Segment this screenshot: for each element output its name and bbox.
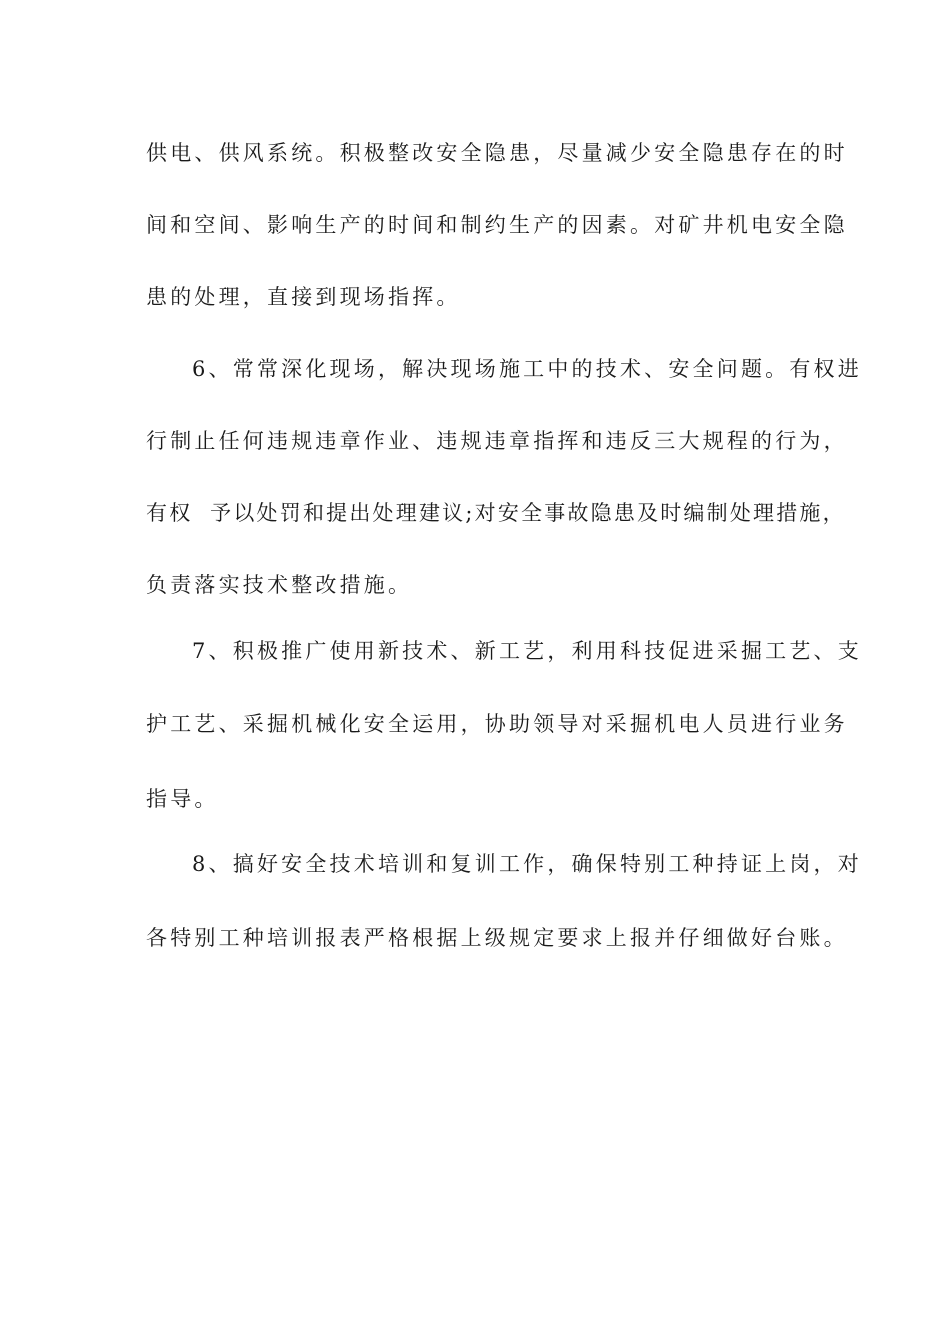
paragraph-line: 7、积极推广使用新技术、新工艺，利用科技促进采掘工艺、支: [192, 639, 862, 663]
paragraph-line: 有权 予以处罚和提出处理建议;对安全事故隐患及时编制处理措施，: [146, 501, 846, 525]
paragraph-line: 8、搞好安全技术培训和复训工作，确保特别工种持证上岗，对: [192, 852, 862, 876]
paragraph-line: 行制止任何违规违章作业、违规违章指挥和违反三大规程的行为，: [146, 429, 848, 453]
paragraph-line: 6、常常深化现场，解决现场施工中的技术、安全问题。有权进: [192, 357, 862, 381]
paragraph-line: 护工艺、采掘机械化安全运用，协助领导对采掘机电人员进行业务: [146, 712, 848, 736]
paragraph-line: 患的处理，直接到现场指挥。: [146, 285, 461, 309]
paragraph-line: 间和空间、影响生产的时间和制约生产的因素。对矿井机电安全隐: [146, 213, 848, 237]
paragraph-line: 供电、供风系统。积极整改安全隐患，尽量减少安全隐患存在的时: [146, 141, 848, 165]
paragraph-line: 指导。: [146, 787, 219, 811]
paragraph-line: 负责落实技术整改措施。: [146, 573, 413, 597]
paragraph-line: 各特别工种培训报表严格根据上级规定要求上报并仔细做好台账。: [146, 926, 848, 950]
